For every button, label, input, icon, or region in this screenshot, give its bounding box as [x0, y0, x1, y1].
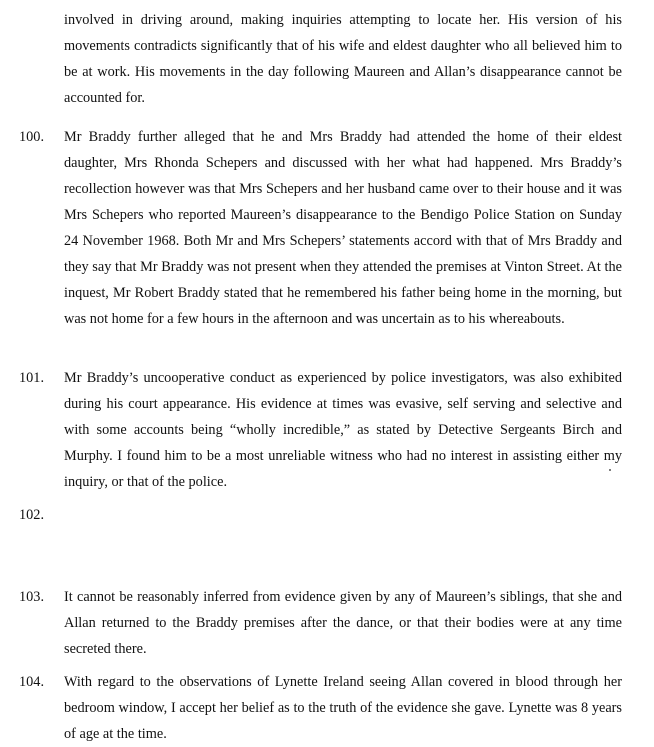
paragraph-101-text: Mr Braddy’s uncooperative conduct as experienced by police investigators, was also exhibited during his court appearance. His evidence at times was evasive, self serving and selective and with some accounts being “wholly incredible,” as stated by Detective Sergeants Birch and Murphy. I found him to be a most unreliable witness who had no interest in assisting either my inquiry, or that of the police. — [64, 370, 622, 490]
paragraph-number-100: 100. — [19, 129, 45, 145]
continued-paragraph-text: involved in driving around, making inquiries attempting to locate her. His version of his movements contradicts significantly that of his wife and eldest daughter who all believed him to be at work. His movements in the day following Maureen and Allan’s disappearance cannot be accounted for. — [64, 12, 622, 106]
paragraph-104-text: With regard to the observations of Lynette Ireland seeing Allan covered in blood through her bedroom window, I accept her belief as to the truth of the evidence she gave. Lynette was 8 years of age at the time. — [64, 674, 622, 742]
paragraph-number-102: 102. — [19, 507, 45, 523]
paragraph-number-104: 104. — [19, 674, 45, 690]
paragraph-number-101: 101. — [19, 370, 45, 386]
paragraph-100-text: Mr Braddy further alleged that he and Mrs Braddy had attended the home of their eldest daughter, Mrs Rhonda Schepers and discussed with her what had happened. Mrs Braddy’s recollection however was that Mrs Schepers and her husband came over to their house and it was Mrs Schepers who reported Maureen’s disappearance to the Bendigo Police Station on Sunday 24 November 1968. Both Mr and Mrs Schepers’ statements accord with that of Mrs Braddy and they say that Mr Braddy was not present when they attended the premises at Vinton Street. At the inquest, Mr Robert Braddy stated that he remembered his father being home in the morning, but was not home for a few hours in the afternoon and was uncertain as to his whereabouts. — [64, 129, 622, 327]
paragraph-number-103: 103. — [19, 589, 45, 605]
paragraph-103-text: It cannot be reasonably inferred from evidence given by any of Maureen’s siblings, that she and Allan returned to the Braddy premises after the dance, or that their bodies were at any time secreted there. — [64, 589, 622, 657]
scan-speck-mark — [609, 469, 611, 471]
